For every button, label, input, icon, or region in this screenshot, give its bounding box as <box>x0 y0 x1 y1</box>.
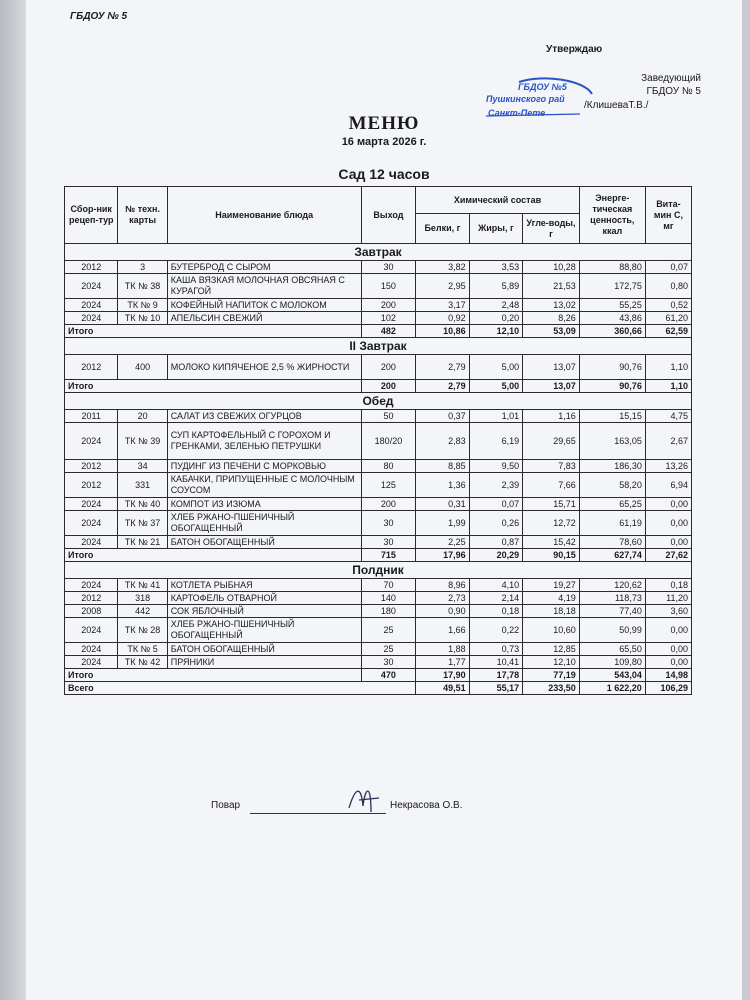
total-row <box>65 380 692 393</box>
head-title <box>581 72 701 98</box>
cell-output: 102 <box>361 312 416 325</box>
cell-dish: САЛАТ ИЗ СВЕЖИХ ОГУРЦОВ <box>167 410 361 423</box>
cell-vitamin: 1,10 <box>645 355 691 380</box>
cell-protein: 1,77 <box>416 656 469 669</box>
cell-energy: 43,86 <box>579 312 645 325</box>
total-vitamin: 1,10 <box>645 380 691 393</box>
cell-protein: 2,83 <box>416 423 469 460</box>
header-output: Выход <box>361 187 416 244</box>
cell-vitamin: 0,18 <box>645 579 691 592</box>
cell-vitamin: 0,00 <box>645 498 691 511</box>
cell-dish: КАША ВЯЗКАЯ МОЛОЧНАЯ ОВСЯНАЯ С КУРАГОЙ <box>167 274 361 299</box>
total-row <box>65 549 692 562</box>
cell-fat: 6,19 <box>469 423 522 460</box>
cell-book: 2011 <box>65 410 118 423</box>
table-row <box>65 511 692 536</box>
cell-fat: 2,14 <box>469 592 522 605</box>
header-energy: Энерге-тическая ценность, ккал <box>579 187 645 244</box>
cell-card: 400 <box>118 355 167 380</box>
table-row <box>65 299 692 312</box>
total-vitamin: 62,59 <box>645 325 691 338</box>
table-row <box>65 312 692 325</box>
cell-energy: 58,20 <box>579 473 645 498</box>
cell-carbs: 10,60 <box>523 618 580 643</box>
cell-energy: 65,50 <box>579 643 645 656</box>
table-row <box>65 592 692 605</box>
grand-total-carbs: 233,50 <box>523 682 580 695</box>
cell-output: 180 <box>361 605 416 618</box>
cell-card: 34 <box>118 460 167 473</box>
cell-output: 70 <box>361 579 416 592</box>
org-name: ГБДОУ № 5 <box>70 11 128 22</box>
cell-dish: СОК ЯБЛОЧНЫЙ <box>167 605 361 618</box>
cell-carbs: 13,02 <box>523 299 580 312</box>
cell-protein: 1,99 <box>416 511 469 536</box>
cell-card: 20 <box>118 410 167 423</box>
cell-book: 2024 <box>65 618 118 643</box>
cell-dish: БАТОН ОБОГАЩЕННЫЙ <box>167 643 361 656</box>
head-name: /КлишеваТ.В./ <box>584 100 649 111</box>
cell-carbs: 12,10 <box>523 656 580 669</box>
table-row <box>65 410 692 423</box>
cell-output: 30 <box>361 511 416 536</box>
cell-fat: 10,41 <box>469 656 522 669</box>
total-protein: 17,96 <box>416 549 469 562</box>
cell-vitamin: 0,00 <box>645 536 691 549</box>
cell-energy: 65,25 <box>579 498 645 511</box>
cell-book: 2012 <box>65 355 118 380</box>
cell-book: 2012 <box>65 261 118 274</box>
cell-card: ТК № 10 <box>118 312 167 325</box>
cell-carbs: 12,72 <box>523 511 580 536</box>
section-title: Обед <box>65 393 692 410</box>
grand-total-energy: 1 622,20 <box>579 682 645 695</box>
cell-book: 2024 <box>65 511 118 536</box>
head-position: Заведующий <box>641 73 701 84</box>
cell-energy: 118,73 <box>579 592 645 605</box>
cook-label: Повар <box>211 800 241 811</box>
cell-dish: КОТЛЕТА РЫБНАЯ <box>167 579 361 592</box>
cell-fat: 4,10 <box>469 579 522 592</box>
cell-carbs: 12,85 <box>523 643 580 656</box>
cell-vitamin: 0,80 <box>645 274 691 299</box>
header-vitamin: Вита-мин С, мг <box>645 187 691 244</box>
cell-card: ТК № 37 <box>118 511 167 536</box>
cell-fat: 1,01 <box>469 410 522 423</box>
cell-protein: 2,95 <box>416 274 469 299</box>
total-label: Итого <box>65 380 362 393</box>
cell-protein: 3,82 <box>416 261 469 274</box>
cell-card: ТК № 38 <box>118 274 167 299</box>
total-energy: 360,66 <box>579 325 645 338</box>
total-row <box>65 669 692 682</box>
cell-output: 30 <box>361 536 416 549</box>
cell-book: 2024 <box>65 579 118 592</box>
cell-fat: 9,50 <box>469 460 522 473</box>
table-row <box>65 536 692 549</box>
menu-title: МЕНЮ <box>348 113 420 134</box>
cell-protein: 8,85 <box>416 460 469 473</box>
cell-dish: КОМПОТ ИЗ ИЗЮМА <box>167 498 361 511</box>
menu-table <box>64 186 692 695</box>
total-output: 470 <box>361 669 416 682</box>
cell-output: 200 <box>361 355 416 380</box>
cell-fat: 2,39 <box>469 473 522 498</box>
cell-fat: 5,00 <box>469 355 522 380</box>
approve-label: Утверждаю <box>546 44 603 55</box>
cell-dish: ХЛЕБ РЖАНО-ПШЕНИЧНЫЙ ОБОГАЩЕННЫЙ <box>167 511 361 536</box>
table-row <box>65 274 692 299</box>
table-row <box>65 261 692 274</box>
cell-dish: МОЛОКО КИПЯЧЕНОЕ 2,5 % ЖИРНОСТИ <box>167 355 361 380</box>
head-org: ГБДОУ № 5 <box>646 86 701 97</box>
cell-card: ТК № 28 <box>118 618 167 643</box>
cell-output: 50 <box>361 410 416 423</box>
table-row <box>65 643 692 656</box>
cell-protein: 0,31 <box>416 498 469 511</box>
total-energy: 90,76 <box>579 380 645 393</box>
cell-card: 3 <box>118 261 167 274</box>
cell-vitamin: 2,67 <box>645 423 691 460</box>
cell-vitamin: 6,94 <box>645 473 691 498</box>
cell-dish: ПРЯНИКИ <box>167 656 361 669</box>
cell-carbs: 19,27 <box>523 579 580 592</box>
cell-book: 2024 <box>65 643 118 656</box>
total-fat: 17,78 <box>469 669 522 682</box>
cook-name: Некрасова О.В. <box>390 800 463 811</box>
cell-vitamin: 3,60 <box>645 605 691 618</box>
cell-fat: 2,48 <box>469 299 522 312</box>
cell-book: 2024 <box>65 498 118 511</box>
cell-card: 318 <box>118 592 167 605</box>
cell-fat: 5,89 <box>469 274 522 299</box>
table-row <box>65 605 692 618</box>
cell-protein: 2,79 <box>416 355 469 380</box>
cell-carbs: 29,65 <box>523 423 580 460</box>
cell-book: 2012 <box>65 592 118 605</box>
cell-carbs: 8,26 <box>523 312 580 325</box>
cell-dish: СУП КАРТОФЕЛЬНЫЙ С ГОРОХОМ И ГРЕНКАМИ, ЗЕЛЕНЬЮ ПЕТРУШКИ <box>167 423 361 460</box>
cell-output: 200 <box>361 299 416 312</box>
cell-protein: 0,92 <box>416 312 469 325</box>
table-row <box>65 460 692 473</box>
total-vitamin: 27,62 <box>645 549 691 562</box>
total-protein: 2,79 <box>416 380 469 393</box>
cell-dish: ПУДИНГ ИЗ ПЕЧЕНИ С МОРКОВЬЮ <box>167 460 361 473</box>
header-dish: Наименование блюда <box>167 187 361 244</box>
cell-card: ТК № 39 <box>118 423 167 460</box>
cell-energy: 15,15 <box>579 410 645 423</box>
table-row <box>65 423 692 460</box>
cell-protein: 8,96 <box>416 579 469 592</box>
grand-total-fat: 55,17 <box>469 682 522 695</box>
cell-energy: 172,75 <box>579 274 645 299</box>
cell-energy: 88,80 <box>579 261 645 274</box>
menu-sheet <box>26 0 742 1000</box>
cell-card: 442 <box>118 605 167 618</box>
cell-output: 25 <box>361 643 416 656</box>
cell-carbs: 4,19 <box>523 592 580 605</box>
cell-protein: 0,37 <box>416 410 469 423</box>
cell-book: 2024 <box>65 656 118 669</box>
cell-energy: 77,40 <box>579 605 645 618</box>
cell-book: 2024 <box>65 423 118 460</box>
cell-carbs: 7,83 <box>523 460 580 473</box>
cell-protein: 0,90 <box>416 605 469 618</box>
stamp-line-3: Санкт-Пете <box>488 108 546 118</box>
cell-output: 30 <box>361 261 416 274</box>
cell-vitamin: 61,20 <box>645 312 691 325</box>
section-title: Полдник <box>65 562 692 579</box>
cell-card: ТК № 21 <box>118 536 167 549</box>
total-energy: 543,04 <box>579 669 645 682</box>
header-card: № техн. карты <box>118 187 167 244</box>
cell-output: 80 <box>361 460 416 473</box>
cell-output: 125 <box>361 473 416 498</box>
cell-fat: 0,18 <box>469 605 522 618</box>
cell-vitamin: 0,00 <box>645 643 691 656</box>
table-row <box>65 618 692 643</box>
cell-book: 2024 <box>65 274 118 299</box>
total-fat: 12,10 <box>469 325 522 338</box>
cell-vitamin: 11,20 <box>645 592 691 605</box>
section-title: II Завтрак <box>65 338 692 355</box>
cell-card: ТК № 42 <box>118 656 167 669</box>
cell-fat: 0,20 <box>469 312 522 325</box>
cell-fat: 3,53 <box>469 261 522 274</box>
cell-output: 200 <box>361 498 416 511</box>
cell-book: 2024 <box>65 299 118 312</box>
total-fat: 5,00 <box>469 380 522 393</box>
header-book: Сбор-ник рецеп-тур <box>65 187 118 244</box>
table-row <box>65 656 692 669</box>
cell-energy: 50,99 <box>579 618 645 643</box>
header-carbs: Угле-воды, г <box>523 214 580 244</box>
cell-dish: КАРТОФЕЛЬ ОТВАРНОЙ <box>167 592 361 605</box>
table-row <box>65 579 692 592</box>
cell-card: ТК № 40 <box>118 498 167 511</box>
cell-protein: 1,66 <box>416 618 469 643</box>
stamp-line-1: ГБДОУ №5 <box>518 82 567 92</box>
cell-protein: 3,17 <box>416 299 469 312</box>
cell-carbs: 18,18 <box>523 605 580 618</box>
cell-energy: 78,60 <box>579 536 645 549</box>
total-protein: 10,86 <box>416 325 469 338</box>
cell-energy: 55,25 <box>579 299 645 312</box>
cell-protein: 2,25 <box>416 536 469 549</box>
cell-protein: 1,88 <box>416 643 469 656</box>
cell-vitamin: 0,52 <box>645 299 691 312</box>
cell-dish: КОФЕЙНЫЙ НАПИТОК С МОЛОКОМ <box>167 299 361 312</box>
cell-energy: 120,62 <box>579 579 645 592</box>
cell-vitamin: 0,00 <box>645 618 691 643</box>
cell-dish: КАБАЧКИ, ПРИПУЩЕННЫЕ С МОЛОЧНЫМ СОУСОМ <box>167 473 361 498</box>
cell-vitamin: 0,00 <box>645 511 691 536</box>
cell-book: 2024 <box>65 536 118 549</box>
cell-vitamin: 0,00 <box>645 656 691 669</box>
cell-book: 2012 <box>65 460 118 473</box>
grand-total-vitamin: 106,29 <box>645 682 691 695</box>
cell-dish: БАТОН ОБОГАЩЕННЫЙ <box>167 536 361 549</box>
total-carbs: 53,09 <box>523 325 580 338</box>
menu-date: 16 марта 2026 г. <box>341 136 427 148</box>
cell-card: ТК № 9 <box>118 299 167 312</box>
total-vitamin: 14,98 <box>645 669 691 682</box>
cell-output: 140 <box>361 592 416 605</box>
cell-book: 2008 <box>65 605 118 618</box>
total-carbs: 90,15 <box>523 549 580 562</box>
cell-carbs: 15,42 <box>523 536 580 549</box>
cell-energy: 109,80 <box>579 656 645 669</box>
header-chem: Химический состав <box>416 187 580 214</box>
cell-protein: 2,73 <box>416 592 469 605</box>
cell-dish: АПЕЛЬСИН СВЕЖИЙ <box>167 312 361 325</box>
cell-output: 150 <box>361 274 416 299</box>
header-protein: Белки, г <box>416 214 469 244</box>
stamp-line-2: Пушкинского рай <box>486 94 565 104</box>
cell-carbs: 15,71 <box>523 498 580 511</box>
cell-card: ТК № 5 <box>118 643 167 656</box>
cell-dish: ХЛЕБ РЖАНО-ПШЕНИЧНЫЙ ОБОГАЩЕННЫЙ <box>167 618 361 643</box>
cell-output: 180/20 <box>361 423 416 460</box>
total-protein: 17,90 <box>416 669 469 682</box>
cell-fat: 0,07 <box>469 498 522 511</box>
total-output: 715 <box>361 549 416 562</box>
total-energy: 627,74 <box>579 549 645 562</box>
cell-fat: 0,73 <box>469 643 522 656</box>
cell-carbs: 13,07 <box>523 355 580 380</box>
section-title: Завтрак <box>65 244 692 261</box>
cell-card: 331 <box>118 473 167 498</box>
total-carbs: 13,07 <box>523 380 580 393</box>
cell-energy: 61,19 <box>579 511 645 536</box>
total-row <box>65 325 692 338</box>
cell-energy: 163,05 <box>579 423 645 460</box>
cell-carbs: 10,28 <box>523 261 580 274</box>
grand-total-label: Всего <box>65 682 416 695</box>
total-fat: 20,29 <box>469 549 522 562</box>
cell-output: 25 <box>361 618 416 643</box>
cell-carbs: 21,53 <box>523 274 580 299</box>
cell-output: 30 <box>361 656 416 669</box>
cell-fat: 0,26 <box>469 511 522 536</box>
header-fat: Жиры, г <box>469 214 522 244</box>
menu-subtitle: Сад 12 часов <box>338 166 430 182</box>
table-row <box>65 498 692 511</box>
grand-total-protein: 49,51 <box>416 682 469 695</box>
grand-total-row <box>65 682 692 695</box>
cell-protein: 1,36 <box>416 473 469 498</box>
table-row <box>65 355 692 380</box>
cell-vitamin: 0,07 <box>645 261 691 274</box>
cell-energy: 90,76 <box>579 355 645 380</box>
signature-icon <box>341 778 391 818</box>
cell-fat: 0,87 <box>469 536 522 549</box>
cell-dish: БУТЕРБРОД С СЫРОМ <box>167 261 361 274</box>
cell-card: ТК № 41 <box>118 579 167 592</box>
table-row <box>65 473 692 498</box>
total-output: 482 <box>361 325 416 338</box>
cell-vitamin: 13,26 <box>645 460 691 473</box>
cell-carbs: 7,66 <box>523 473 580 498</box>
cell-vitamin: 4,75 <box>645 410 691 423</box>
total-label: Итого <box>65 325 362 338</box>
cell-book: 2024 <box>65 312 118 325</box>
cell-fat: 0,22 <box>469 618 522 643</box>
total-label: Итого <box>65 669 362 682</box>
total-label: Итого <box>65 549 362 562</box>
cell-carbs: 1,16 <box>523 410 580 423</box>
cell-book: 2012 <box>65 473 118 498</box>
total-carbs: 77,19 <box>523 669 580 682</box>
total-output: 200 <box>361 380 416 393</box>
page-shadow <box>0 0 26 1000</box>
cell-energy: 186,30 <box>579 460 645 473</box>
